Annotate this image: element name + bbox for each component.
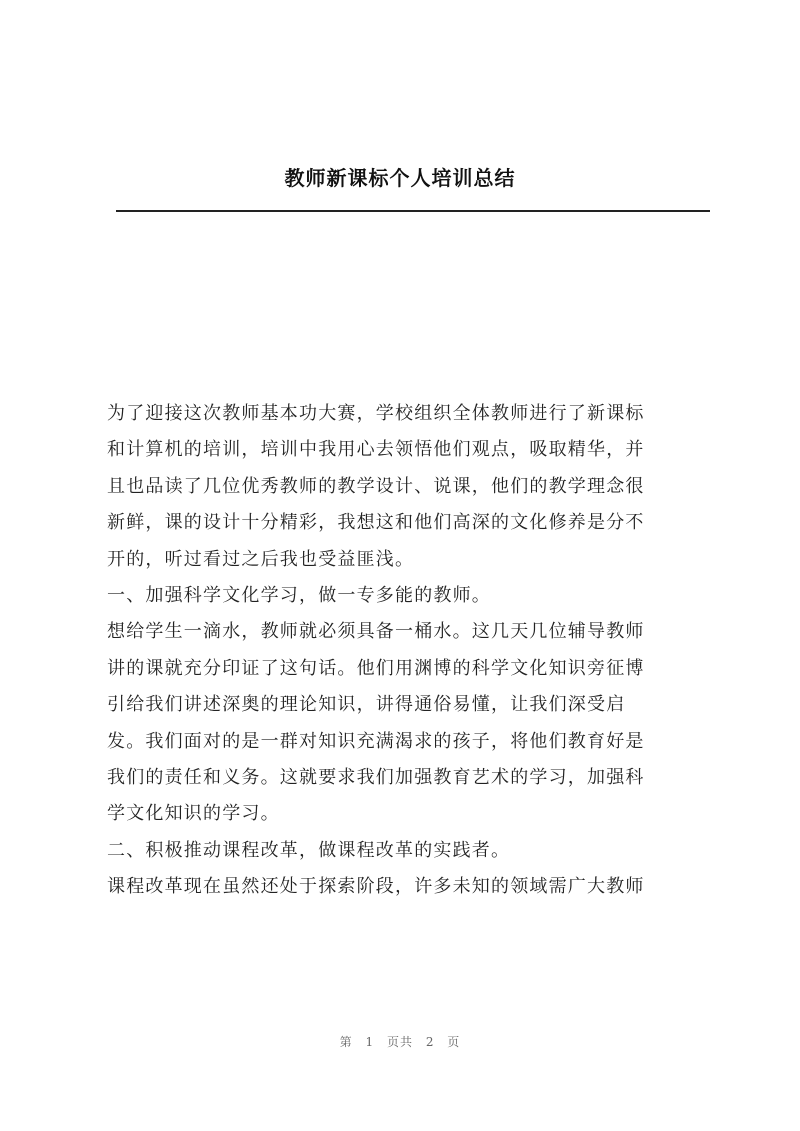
body-line: 为了迎接这次教师基本功大赛，学校组织全体教师进行了新课标: [107, 403, 645, 424]
title-divider: [116, 210, 710, 212]
footer-suffix: 页: [447, 1035, 461, 1049]
body-line: 课程改革现在虽然还处于探索阶段，许多未知的领域需广大教师: [107, 876, 645, 898]
body-line: 发。我们面对的是一群对知识充满渴求的孩子，将他们教育好是: [107, 730, 645, 752]
body-line: 新鲜，课的设计十分精彩，我想这和他们高深的文化修养是分不: [107, 512, 645, 534]
footer-prefix: 第: [339, 1035, 353, 1049]
page-footer: [0, 1033, 800, 1050]
body-line: 讲的课就充分印证了这句话。他们用渊博的科学文化知识旁征博: [107, 657, 645, 679]
section-heading-1: 一、加强科学文化学习，做一专多能的教师。: [107, 584, 491, 606]
page-title: 教师新课标个人培训总结: [284, 166, 516, 190]
footer-page-number: 1: [365, 1035, 375, 1049]
body-line: 我们的责任和义务。这就要求我们加强教育艺术的学习，加强科: [107, 766, 645, 788]
body-line: 想给学生一滴水，教师就必须具备一桶水。这几天几位辅导教师: [107, 621, 645, 643]
body-line: 学文化知识的学习。: [107, 803, 280, 825]
footer-middle: 页共: [386, 1035, 413, 1049]
footer-total-pages: 2: [425, 1035, 435, 1049]
body-line: 开的，听过看过之后我也受益匪浅。: [107, 548, 415, 570]
body-line: 引给我们讲述深奥的理论知识，讲得通俗易懂，让我们深受启: [107, 694, 626, 716]
body-line: 和计算机的培训，培训中我用心去领悟他们观点，吸取精华，并: [107, 439, 645, 461]
body-line: 且也品读了几位优秀教师的教学设计、说课，他们的教学理念很: [107, 475, 645, 497]
section-heading-2: 二、积极推动课程改革，做课程改革的实践者。: [107, 839, 511, 861]
document-body: [107, 396, 711, 905]
